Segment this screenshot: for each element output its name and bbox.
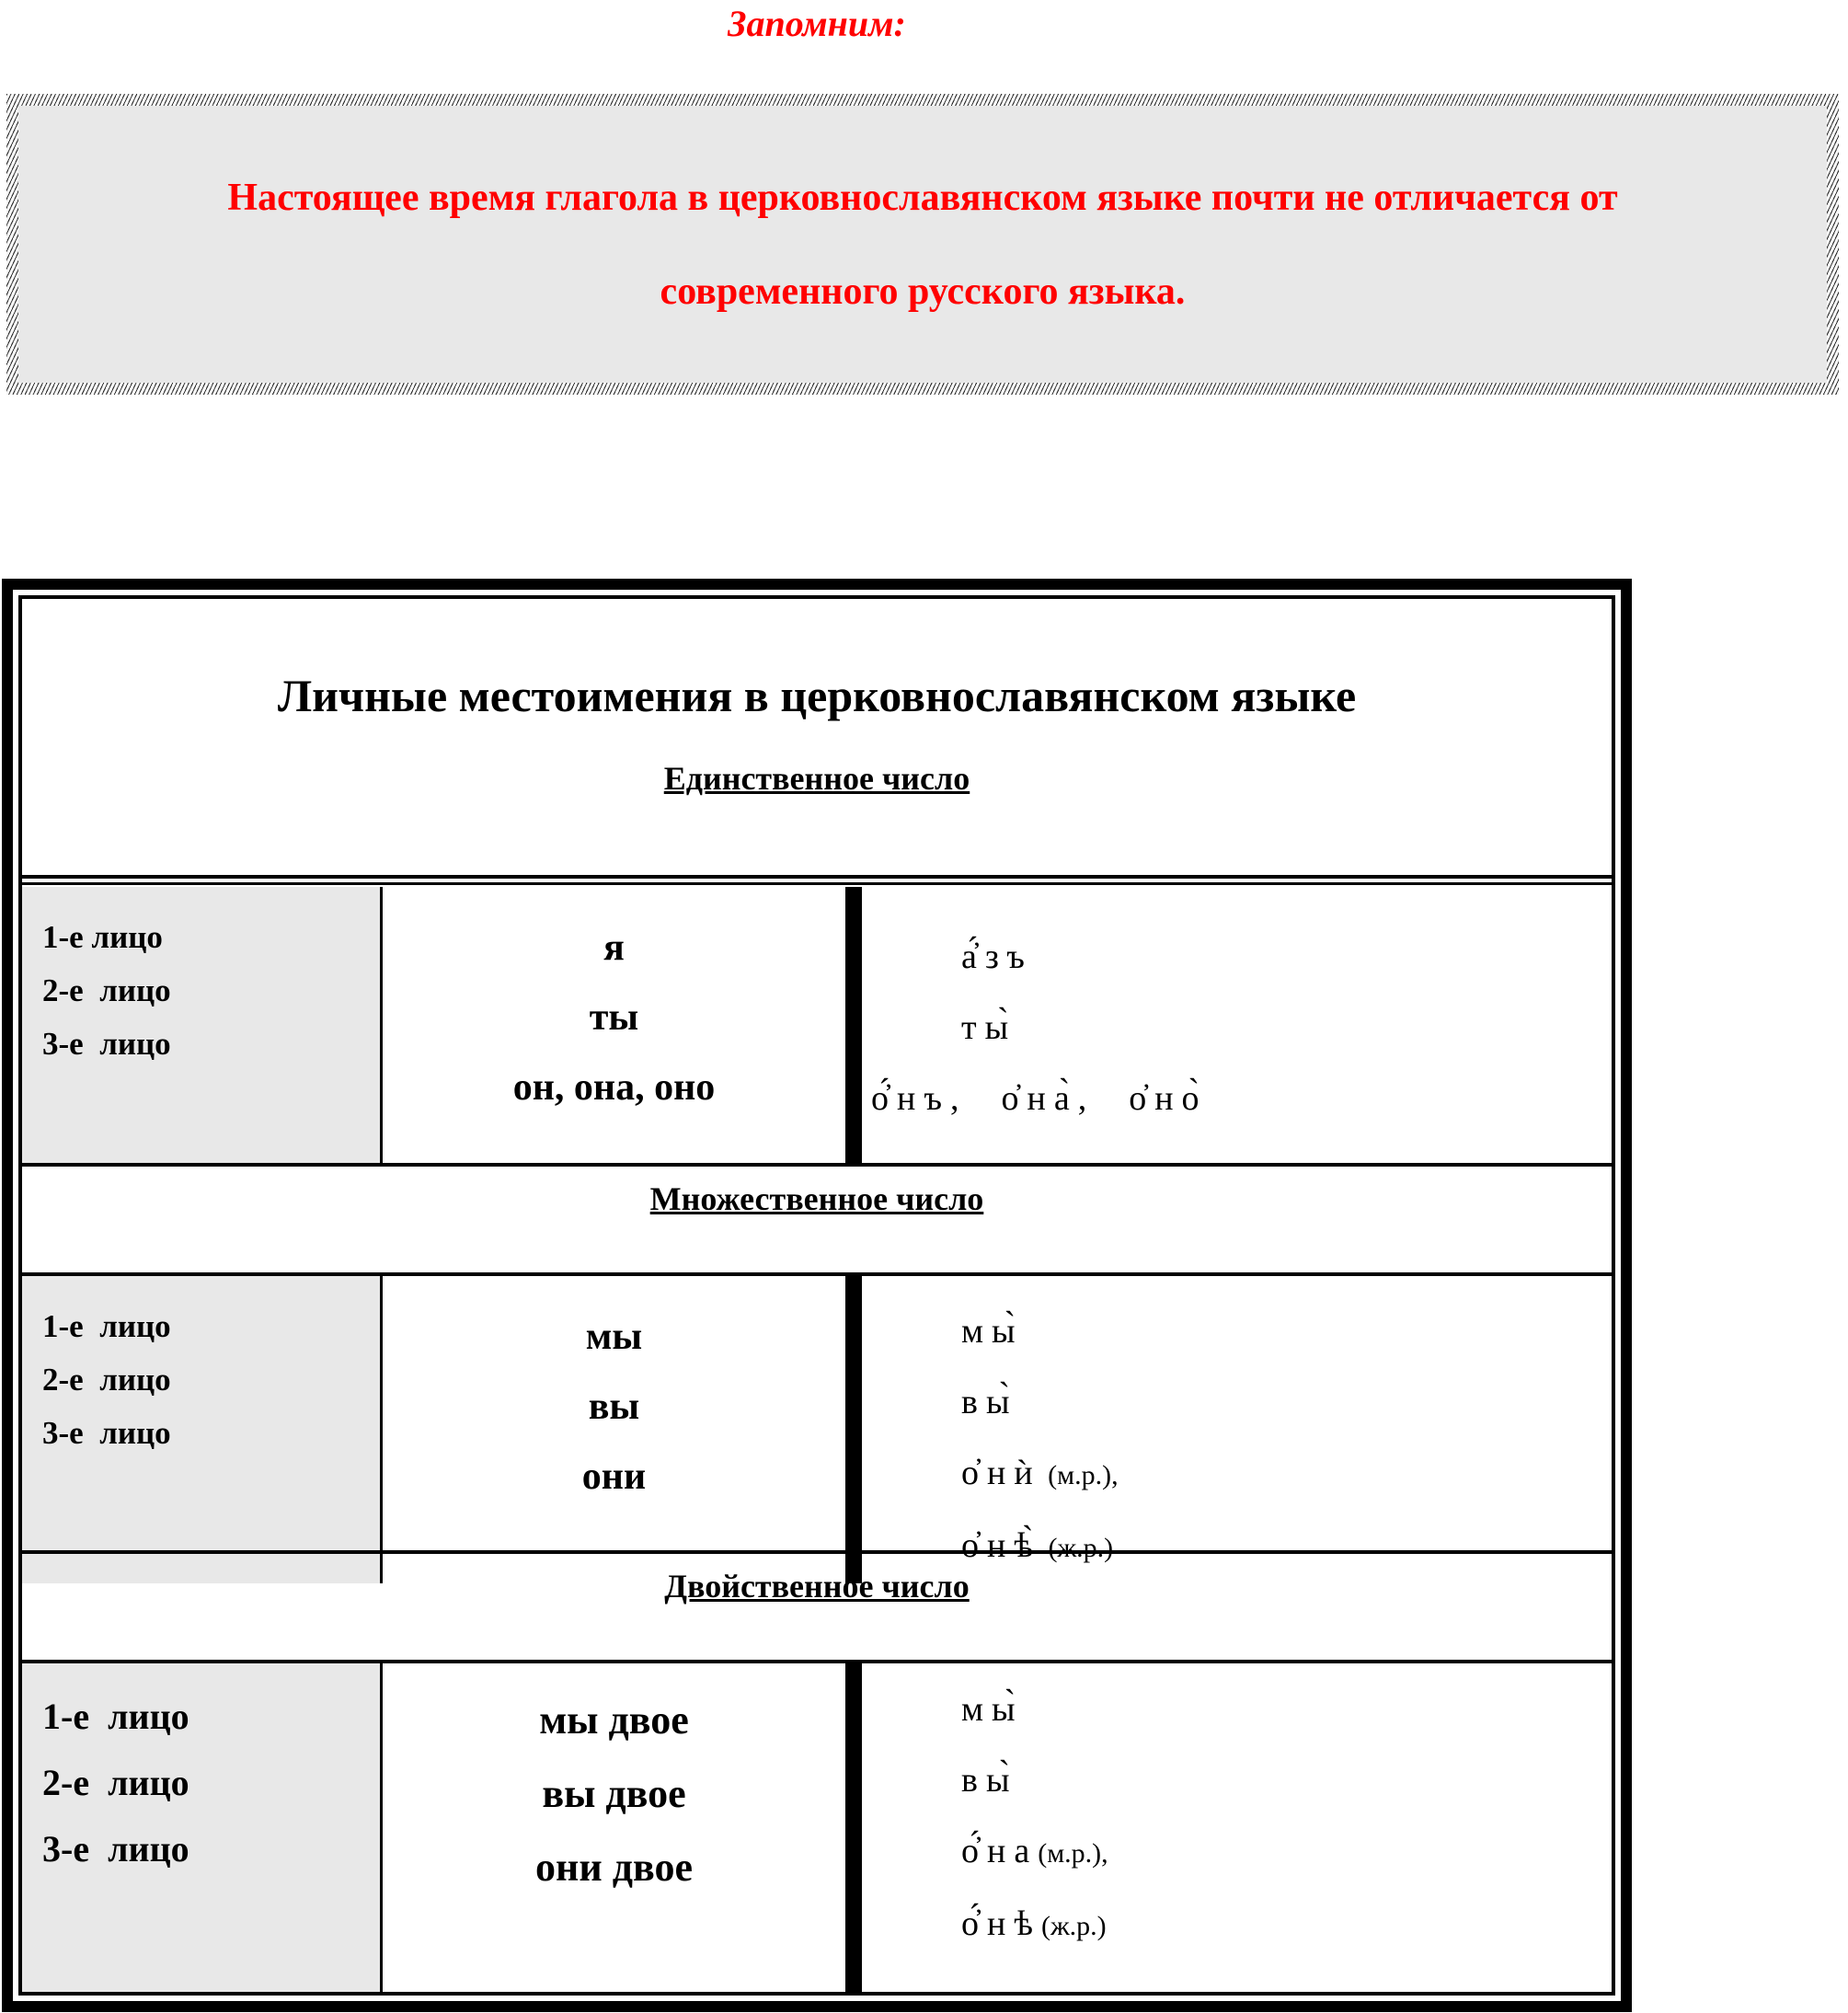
slavonic-pronoun [862, 1816, 1612, 1889]
russian-pronoun: вы [588, 1386, 640, 1428]
russian-pronoun: ты [589, 996, 639, 1039]
pronoun-table [18, 595, 1615, 1996]
slavonic-pronoun [862, 1064, 1612, 1134]
singular-row [22, 887, 1612, 1163]
dual-slavonic-cell [862, 1663, 1612, 1992]
slavonic-pronoun [862, 1745, 1612, 1816]
person-label: 3-е лицо [42, 1828, 189, 1869]
russian-pronoun: они [581, 1455, 647, 1498]
russian-pronoun: мы двое [539, 1697, 689, 1743]
slavonic-pronoun [862, 922, 1612, 993]
table-title: Личные местоимения в церковнославянском языке [277, 670, 1357, 721]
dual-person-cell [22, 1663, 380, 1992]
plural-number-header-row [22, 1163, 1612, 1276]
page-title: Запомним: [728, 3, 906, 44]
slavonic-word: вы̀ [961, 1383, 1018, 1421]
slavonic-pronoun [862, 1296, 1612, 1367]
slavonic-word: о̓́нъ, о̓на̀, о̓но̀ [871, 1079, 1208, 1118]
slavonic-word: ты̀ [961, 1008, 1017, 1047]
plural-slavonic-cell [862, 1276, 1612, 1583]
slavonic-pronoun [862, 1438, 1612, 1511]
slavonic-word: о̓нѣ̀ [961, 1526, 1041, 1565]
person-label: 2-е лицо [42, 1762, 189, 1803]
memo-text-line-1: Настоящее время глагола в церковнославянском языке почти не отличается от [227, 177, 1618, 219]
memo-box [18, 106, 1827, 383]
gender-note: (ж.р.) [1040, 1533, 1114, 1563]
russian-pronoun: вы двое [542, 1771, 686, 1816]
thick-column-divider [845, 1276, 862, 1583]
russian-pronoun: они двое [535, 1845, 693, 1890]
memo-text-line-2: современного русского языка. [660, 270, 1186, 313]
thick-column-divider [845, 887, 862, 1163]
person-label: 1-е лицо [42, 919, 163, 955]
slavonic-word: о̓нѝ [961, 1454, 1041, 1492]
plural-person-cell [22, 1276, 380, 1583]
slavonic-word: а̓́зъ [961, 937, 1033, 976]
singular-slavonic-cell [862, 887, 1612, 1163]
slavonic-pronoun [862, 993, 1612, 1064]
russian-pronoun: я [603, 926, 625, 969]
person-label: 3-е лицо [42, 1026, 171, 1062]
singular-russian-cell [383, 887, 845, 1163]
plural-row [22, 1276, 1612, 1565]
person-label: 1-е лицо [42, 1696, 189, 1737]
person-label: 2-е лицо [42, 1362, 171, 1398]
header-separator-line [22, 875, 1612, 887]
gender-note: (ж.р.) [1040, 1911, 1107, 1941]
slavonic-word: о̓́нѣ [961, 1904, 1041, 1943]
slavonic-word: мы̀ [961, 1312, 1024, 1351]
dual-row [22, 1663, 1612, 1992]
memo-box-hatched-frame [6, 94, 1839, 395]
plural-number-header: Множественное число [649, 1180, 984, 1217]
dual-russian-cell [383, 1663, 845, 1992]
slavonic-word: вы̀ [961, 1761, 1018, 1800]
person-label: 2-е лицо [42, 972, 171, 1008]
dual-number-header: Двойственное число [664, 1568, 970, 1605]
table-header-cell [22, 599, 1612, 875]
slavonic-pronoun [862, 1889, 1612, 1961]
slavonic-pronoun [862, 1674, 1612, 1745]
person-label: 3-е лицо [42, 1415, 171, 1451]
dual-number-header-row [22, 1550, 1612, 1663]
gender-note: (м.р.), [1040, 1460, 1119, 1490]
slavonic-word: о̓́на [961, 1832, 1039, 1870]
pronoun-table-outer-border [2, 579, 1632, 2012]
gender-note: (м.р.), [1038, 1838, 1108, 1869]
singular-number-header: Единственное число [663, 760, 970, 797]
russian-pronoun: он, она, оно [512, 1066, 716, 1109]
russian-pronoun: мы [585, 1316, 643, 1358]
thick-column-divider [845, 1663, 862, 1992]
plural-russian-cell [383, 1276, 845, 1583]
person-label: 1-е лицо [42, 1308, 171, 1344]
slavonic-pronoun [862, 1367, 1612, 1438]
slavonic-word: мы̀ [961, 1690, 1024, 1729]
singular-person-cell [22, 887, 380, 1163]
